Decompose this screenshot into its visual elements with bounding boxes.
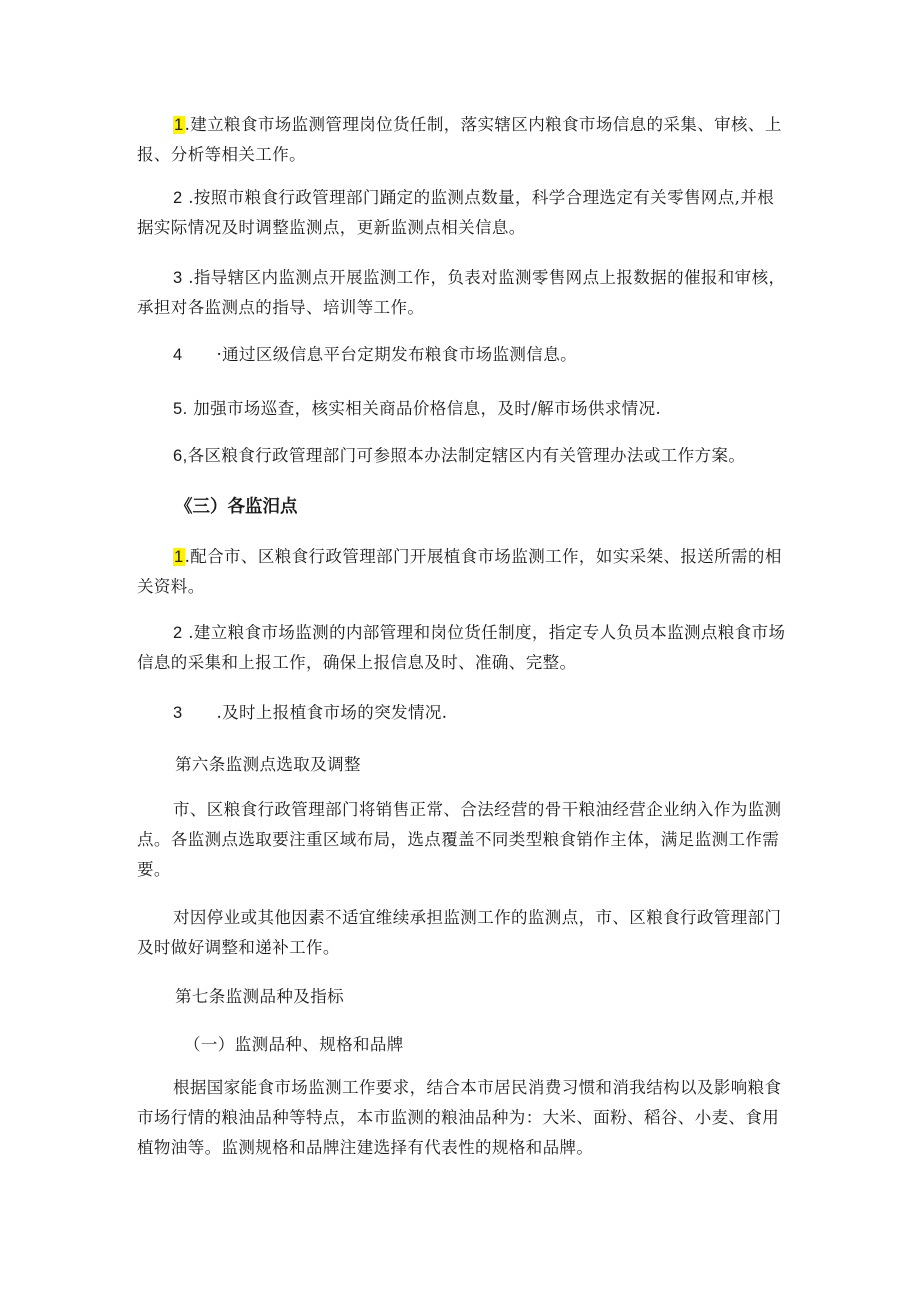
item-text: 各区粮食行政管理部门可参照本办法制定辖区内有关管理办法或工作方案。 [187,446,746,465]
item-text: .及时上报植食市场的突发情况. [182,703,448,722]
item-number: 2 [173,189,183,207]
item-text: .按照市粮食行政管理部门踊定的监测点数量，科学合理选定有关零售网点,并根据实际情况及时调整监测点，更新监测点相关信息。 [137,188,775,237]
item-2-6 [137,441,787,471]
article-six-title: 第六条监测点选取及调整 [175,755,361,774]
item-text: 加强市场巡查，核实相关商品价格信息，及时/解市场供求情况. [187,399,662,418]
item-2-4 [137,340,787,370]
item-3-1 [137,542,787,602]
article-six-paragraph-1: 市、区粮食行政管理部门将销售正常、合法经营的骨干粮油经营企业纳入作为监测点。各监测点选取要注重区域布局，选点覆盖不同类型粮食销作主体，满足监测工作需要。 [137,800,782,879]
section-three-heading: 《三）各监汨点 [175,497,298,517]
item-text: .指导辖区内监测点开展监测工作，负表对监测零售网点上报数据的催报和审核，承担对各监测点的指导、培训等工作。 [137,268,786,317]
item-number: 5. [173,400,188,418]
item-text: ·通过区级信息平台定期发布粮食市场监测信息。 [182,345,577,364]
item-2-5 [137,394,787,424]
article-seven-subheading: （一）监测品种、规格和品牌 [184,1035,404,1054]
item-2-1 [137,110,787,170]
item-text: .建立粮食市场监测管理岗位货任制，落实辖区内粮食市场信息的采集、审核、上报、分析等相关工作。 [137,115,782,164]
item-number: 3 [173,269,183,287]
article-six-paragraph-2: 对因停业或其他因素不适宜维续承担监测工作的监测点，市、区粮食行政管理部门及时做好调整和递补工作。 [137,908,782,957]
item-number-highlighted: 1 [174,116,184,134]
item-2-2 [137,183,787,243]
item-number: 4 [173,346,183,364]
item-text: .配合市、区粮食行政管理部门开展植食市场监测工作，如实采桀、报送所需的相关资料。 [137,547,782,596]
item-3-3 [137,698,787,728]
item-3-2 [137,618,787,678]
item-number: 2 [173,624,183,642]
item-number-highlighted: 1 [174,548,184,566]
article-seven-paragraph-1: 根据国家能食市场监测工作要求，结合本市居民消费习惯和消我结构以及影响粮食市场行情的粮油品种等特点，本市监测的粮油品种为：大米、面粉、稻谷、小麦、食用植物油等。监测规格和品牌注建选择有代表性的规格和品牌。 [137,1078,782,1157]
item-number: 6, [173,447,188,465]
item-number: 3 [173,704,183,722]
article-seven-title: 第七条监测品种及指标 [175,987,344,1006]
item-text: .建立粮食市场监测的内部管理和岗位货任制度，指定专人负员本监测点粮食市场信息的采集和上报工作，确保上报信息及时、准确、完整。 [137,623,786,672]
item-2-3 [137,263,787,323]
